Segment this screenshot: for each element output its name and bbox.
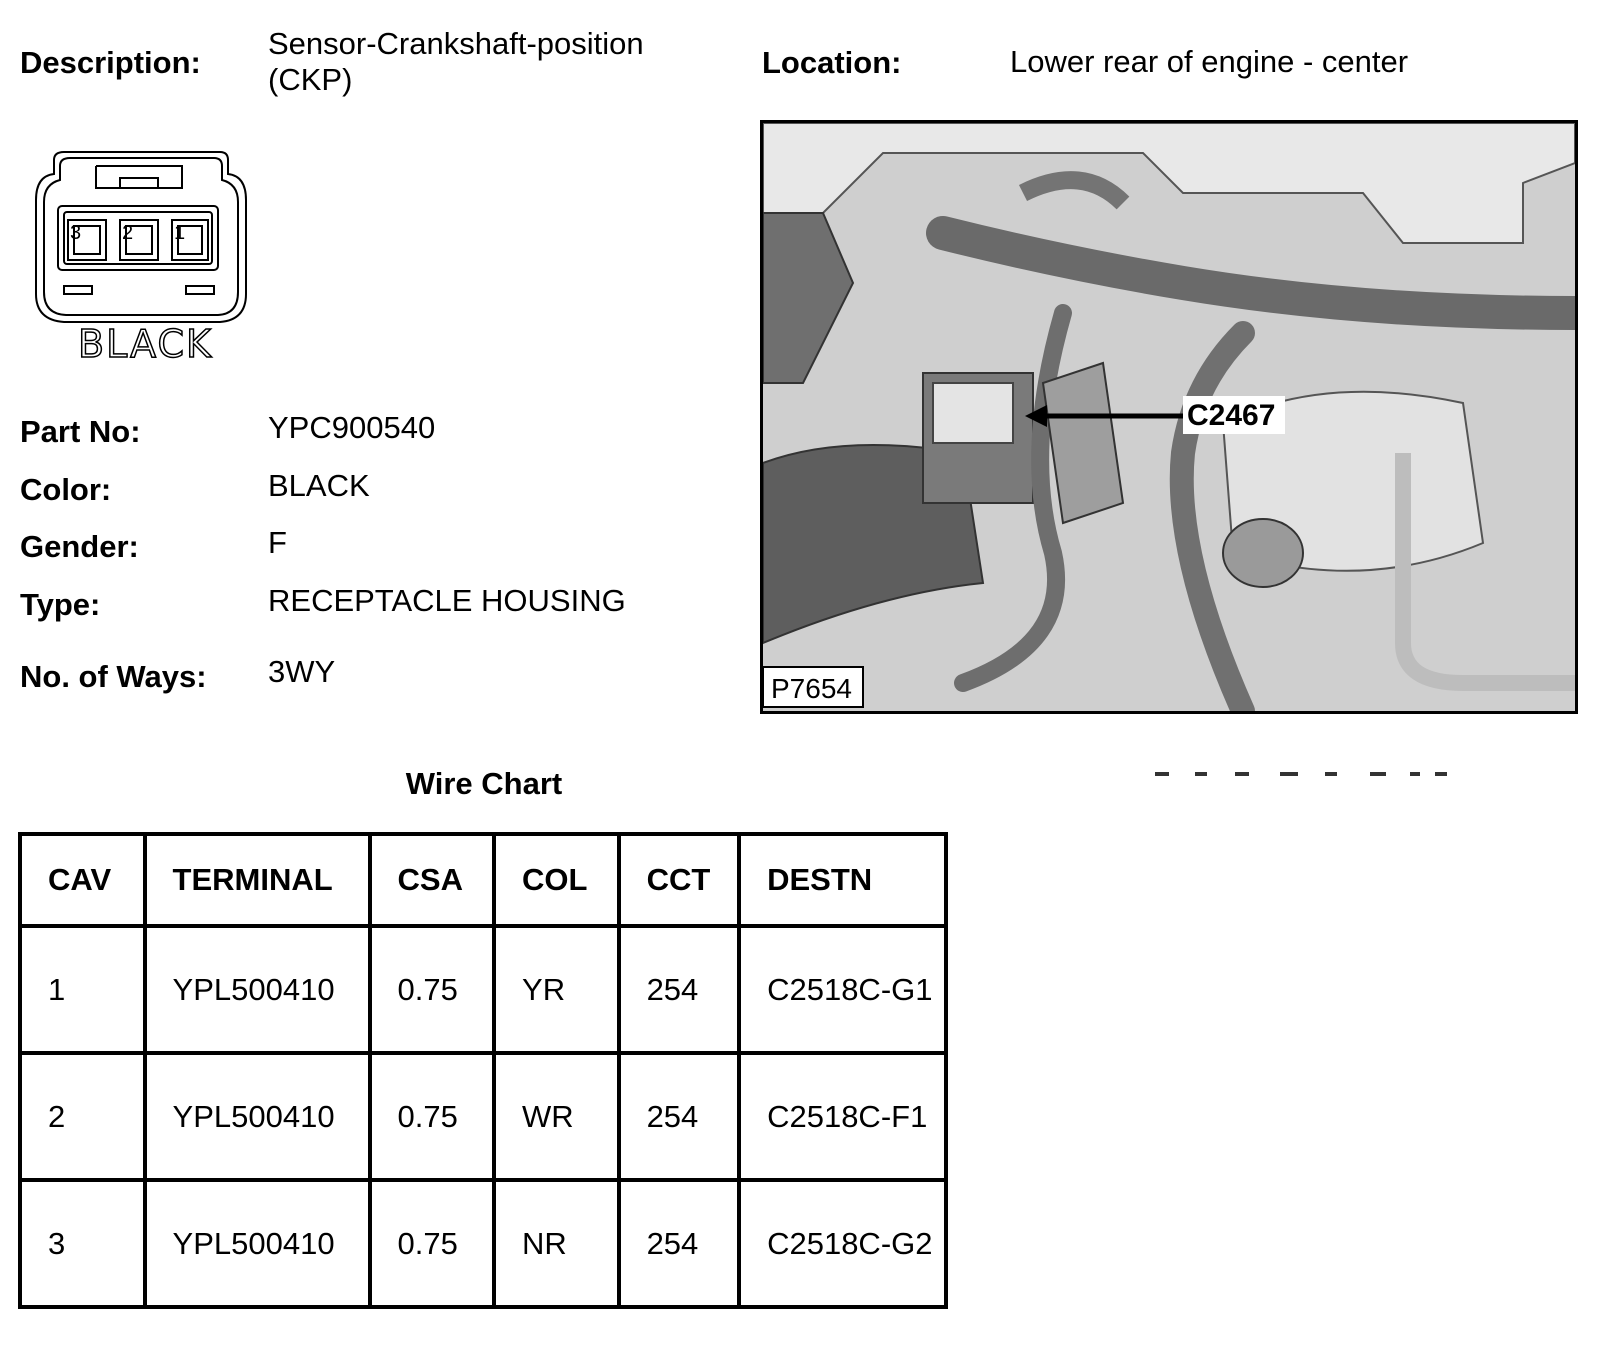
pin-label-1: 1 bbox=[174, 222, 186, 244]
wire-chart-table bbox=[18, 832, 948, 1309]
col-header-cav: CAV bbox=[20, 834, 145, 926]
terminal-cell: YPL500410 bbox=[145, 926, 370, 1053]
col-header-col: COL bbox=[494, 834, 619, 926]
connector-face-diagram bbox=[24, 144, 250, 370]
color-label: Color: bbox=[20, 472, 112, 507]
col-cell: WR bbox=[494, 1053, 619, 1180]
type-value: RECEPTACLE HOUSING bbox=[268, 583, 626, 618]
description-value: Sensor-Crankshaft-position (CKP) bbox=[268, 26, 644, 97]
color-value: BLACK bbox=[268, 468, 370, 503]
col-cell: NR bbox=[494, 1180, 619, 1307]
table-row bbox=[20, 1053, 946, 1180]
cct-cell: 254 bbox=[619, 1053, 740, 1180]
csa-cell: 0.75 bbox=[370, 1180, 495, 1307]
location-label: Location: bbox=[762, 45, 902, 80]
ways-value: 3WY bbox=[268, 654, 336, 689]
clipped-heading-remnant bbox=[1155, 758, 1455, 780]
col-header-destn: DESTN bbox=[739, 834, 946, 926]
col-header-csa: CSA bbox=[370, 834, 495, 926]
destn-cell: C2518C-G1 bbox=[739, 926, 946, 1053]
table-row bbox=[20, 926, 946, 1053]
part-no-value: YPC900540 bbox=[268, 410, 436, 445]
terminal-cell: YPL500410 bbox=[145, 1180, 370, 1307]
cav-cell: 1 bbox=[20, 926, 145, 1053]
location-value: Lower rear of engine - center bbox=[1010, 44, 1409, 79]
connector-color-caption: BLACK bbox=[78, 322, 213, 366]
table-row bbox=[20, 1180, 946, 1307]
type-label: Type: bbox=[20, 587, 101, 622]
wire-chart-header-row bbox=[20, 834, 946, 926]
pin-label-3: 3 bbox=[70, 222, 82, 244]
pin-label-2: 2 bbox=[122, 222, 134, 244]
connector-location-photo bbox=[760, 120, 1578, 714]
description-label: Description: bbox=[20, 45, 201, 80]
gender-label: Gender: bbox=[20, 529, 139, 564]
cct-cell: 254 bbox=[619, 1180, 740, 1307]
col-header-cct: CCT bbox=[619, 834, 740, 926]
connector-callout-label: C2467 bbox=[1187, 399, 1276, 432]
gender-value: F bbox=[268, 525, 287, 560]
wire-chart-title: Wire Chart bbox=[405, 766, 563, 801]
col-cell: YR bbox=[494, 926, 619, 1053]
ways-label: No. of Ways: bbox=[20, 659, 207, 694]
cav-cell: 3 bbox=[20, 1180, 145, 1307]
col-header-terminal: TERMINAL bbox=[145, 834, 370, 926]
figure-id-label: P7654 bbox=[771, 673, 852, 704]
csa-cell: 0.75 bbox=[370, 1053, 495, 1180]
part-no-label: Part No: bbox=[20, 414, 141, 449]
cav-cell: 2 bbox=[20, 1053, 145, 1180]
cct-cell: 254 bbox=[619, 926, 740, 1053]
destn-cell: C2518C-G2 bbox=[739, 1180, 946, 1307]
terminal-cell: YPL500410 bbox=[145, 1053, 370, 1180]
csa-cell: 0.75 bbox=[370, 926, 495, 1053]
destn-cell: C2518C-F1 bbox=[739, 1053, 946, 1180]
